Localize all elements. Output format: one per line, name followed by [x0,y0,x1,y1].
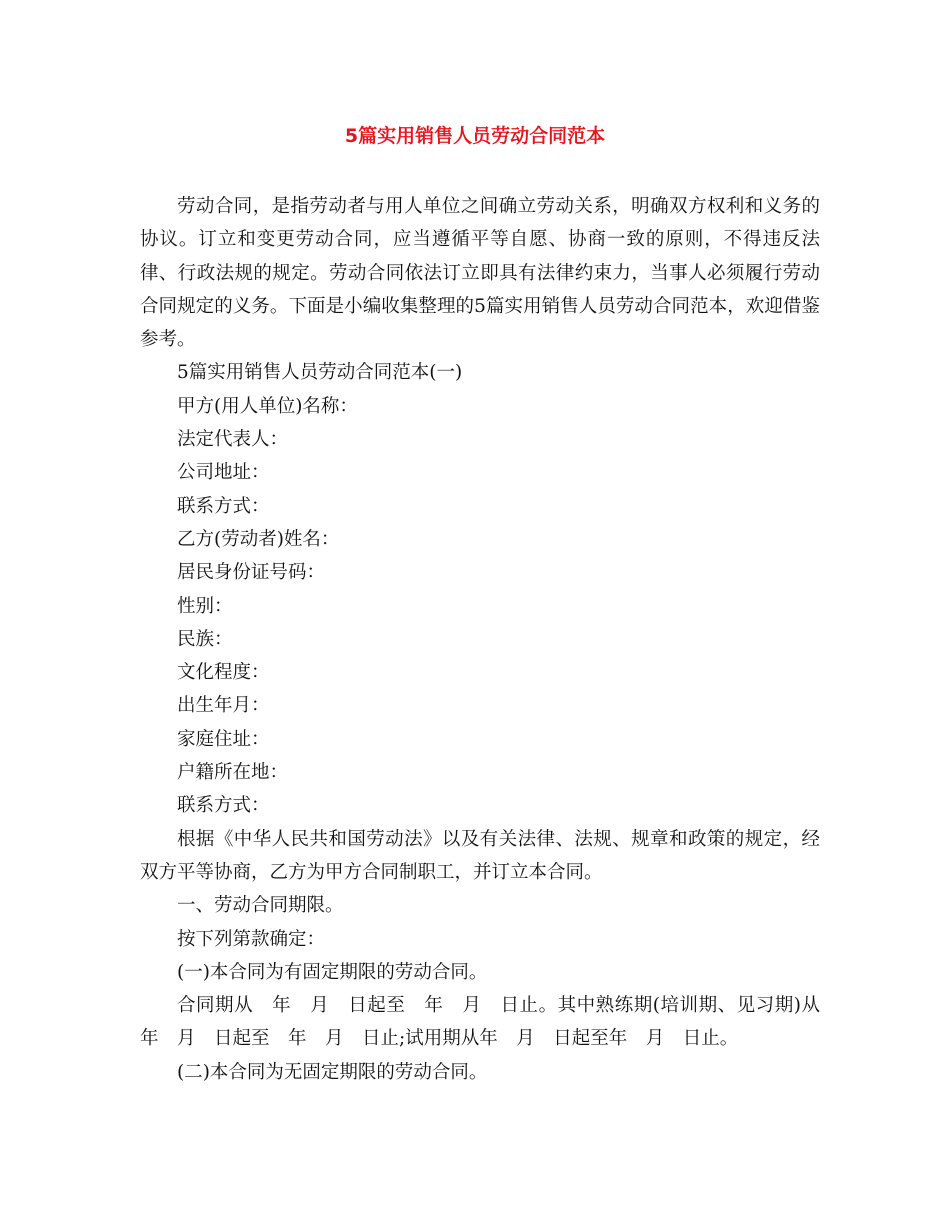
clause-open-term: (二)本合同为无固定期限的劳动合同。 [177,1061,488,1083]
field-home-address: 家庭住址： [177,728,270,750]
field-legal-representative: 法定代表人： [177,429,289,451]
field-employer-contact: 联系方式： [177,495,270,517]
document-body [140,190,839,1089]
clause-heading: 一、劳动合同期限。 [177,895,344,917]
clause-selection: 按下列第款确定： [177,928,326,950]
field-household-registration: 户籍所在地： [177,762,289,784]
field-company-address: 公司地址： [177,462,270,484]
clause-term-dates: 合同期从 年 月 日起至 年 月 日止。其中熟练期(培训期、见习期)从 年 月 日起至 年 月 日止;试用期从年 月 日起至年 月 日止。 [140,995,839,1050]
clause-fixed-term: (一)本合同为有固定期限的劳动合同。 [177,961,488,983]
document-title: 5篇实用销售人员劳动合同范本 [344,125,606,147]
field-education: 文化程度： [177,662,270,684]
field-employee-name: 乙方(劳动者)姓名： [177,528,340,550]
intro-paragraph: 劳动合同，是指劳动者与用人单位之间确立劳动关系，明确双方权利和义务的协议。订立和变更劳动合同，应当遵循平等自愿、协商一致的原则，不得违反法律、行政法规的规定。劳动合同依法订立即具有法律约束力，当事人必须履行劳动合同规定的义务。下面是小编收集整理的5篇实用销售人员劳动合同范本，欢迎借鉴参考。 [140,196,820,351]
field-birth-date: 出生年月： [177,695,270,717]
field-employer-name: 甲方(用人单位)名称： [177,395,358,417]
field-id-number: 居民身份证号码： [177,562,326,584]
field-gender: 性别： [177,595,233,617]
section-heading: 5篇实用销售人员劳动合同范本(一) [177,362,463,384]
basis-paragraph: 根据《中华人民共和国劳动法》以及有关法律、法规、规章和政策的规定，经双方平等协商，乙方为甲方合同制职工，并订立本合同。 [140,828,820,883]
field-ethnicity: 民族： [177,628,233,650]
field-employee-contact: 联系方式： [177,795,270,817]
